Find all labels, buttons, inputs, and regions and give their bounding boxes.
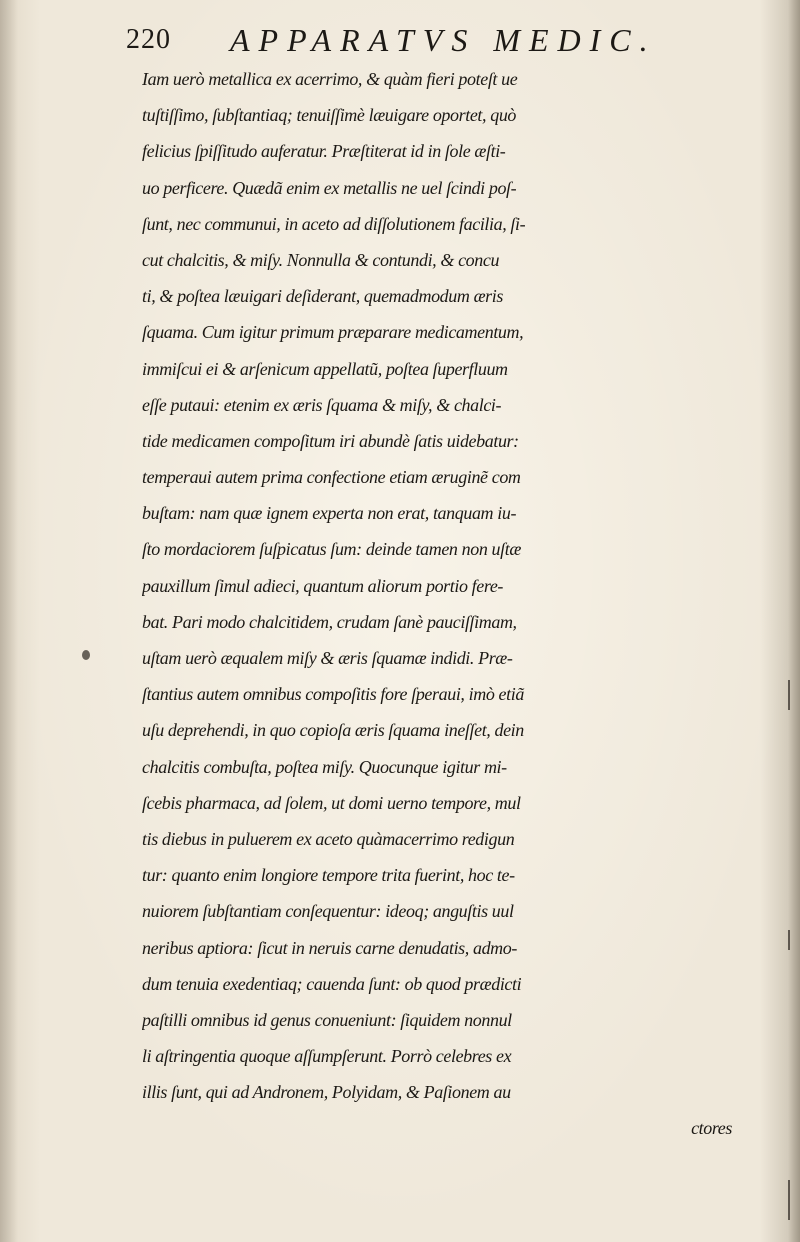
text-line: ſunt, nec communui, in aceto ad diſſolutionem facilia, ſi- bbox=[142, 213, 526, 234]
page-edge bbox=[788, 0, 800, 1242]
edge-mark-bottom bbox=[788, 1180, 790, 1220]
text-line: felicius ſpiſſitudo auferatur. Præſtiterat id in ſole æſti- bbox=[142, 141, 506, 162]
text-line: pauxillum ſimul adieci, quantum aliorum portio fere- bbox=[142, 575, 503, 596]
text-line: ctores bbox=[691, 1118, 732, 1139]
latin-text-block bbox=[142, 61, 772, 1147]
text-line: tis diebus in puluerem ex aceto quàmacerrimo redigun bbox=[142, 828, 515, 849]
text-line: ſquama. Cum igitur primum præparare medicamentum, bbox=[142, 322, 524, 343]
text-line: tuſtiſſimo, ſubſtantiaq; tenuiſſimè læuigare oportet, quò bbox=[142, 105, 517, 126]
text-line: dum tenuia exedentiaq; cauenda ſunt: ob quod prædicti bbox=[142, 973, 522, 994]
running-title: APPARATVS MEDIC. bbox=[230, 22, 657, 58]
text-line: Iam uerò metallica ex acerrimo, & quàm fieri poteſt ue bbox=[142, 69, 518, 89]
text-line: ſcebis pharmaca, ad ſolem, ut domi uerno tempore, mul bbox=[142, 792, 521, 813]
text-line: tur: quanto enim longiore tempore trita fuerint, hoc te- bbox=[142, 865, 515, 886]
page-header bbox=[120, 22, 720, 62]
text-line: illis ſunt, qui ad Andronem, Polyidam, & Paſionem au bbox=[142, 1082, 511, 1103]
spine-shadow bbox=[0, 0, 18, 1242]
edge-mark-lower bbox=[788, 930, 790, 950]
margin-ink-dot bbox=[82, 650, 90, 660]
text-line: nuiorem ſubſtantiam conſequentur: ideoq; anguſtis uul bbox=[142, 901, 514, 922]
text-line: ſto mordaciorem ſuſpicatus ſum: deinde tamen non uſtæ bbox=[142, 539, 521, 560]
text-line: ti, & poſtea læuigari deſiderant, quemadmodum æris bbox=[142, 286, 503, 307]
text-line: tide medicamen compoſitum iri abundè ſatis uidebatur: bbox=[142, 430, 519, 451]
edge-mark-upper bbox=[788, 680, 790, 710]
text-line: ſtantius autem omnibus compoſitis fore ſperaui, imò etiã bbox=[142, 684, 524, 705]
text-line: neribus aptiora: ſicut in neruis carne denudatis, admo- bbox=[142, 937, 517, 958]
text-line: uo perficere. Quædã enim ex metallis ne uel ſcindi poſ- bbox=[142, 177, 517, 198]
text-line: immiſcui ei & arſenicum appellatũ, poſtea ſuperfluum bbox=[142, 358, 508, 379]
text-line: bat. Pari modo chalcitidem, crudam ſanè pauciſſimam, bbox=[142, 611, 517, 632]
text-line: cut chalcitis, & miſy. Nonnulla & contundi, & concu bbox=[142, 249, 500, 270]
text-line: uſtam uerò æqualem miſy & æris ſquamæ indidi. Præ- bbox=[142, 648, 513, 668]
text-line: eſſe putaui: etenim ex æris ſquama & miſy, & chalci- bbox=[142, 394, 502, 415]
text-line: chalcitis combuſta, poſtea miſy. Quocunque igitur mi- bbox=[142, 756, 507, 777]
text-line: uſu deprehendi, in quo copioſa æris ſquama ineſſet, dein bbox=[142, 720, 524, 741]
text-line: buſtam: nam quæ ignem experta non erat, tanquam iu- bbox=[142, 503, 517, 524]
text-line: li aſtringentia quoque aſſumpſerunt. Porrò celebres ex bbox=[142, 1046, 512, 1067]
text-line: temperaui autem prima confectione etiam æruginẽ com bbox=[142, 467, 521, 488]
text-line: paſtilli omnibus id genus conueniunt: ſiquidem nonnul bbox=[142, 1009, 512, 1030]
page-number: 220 bbox=[126, 24, 171, 55]
